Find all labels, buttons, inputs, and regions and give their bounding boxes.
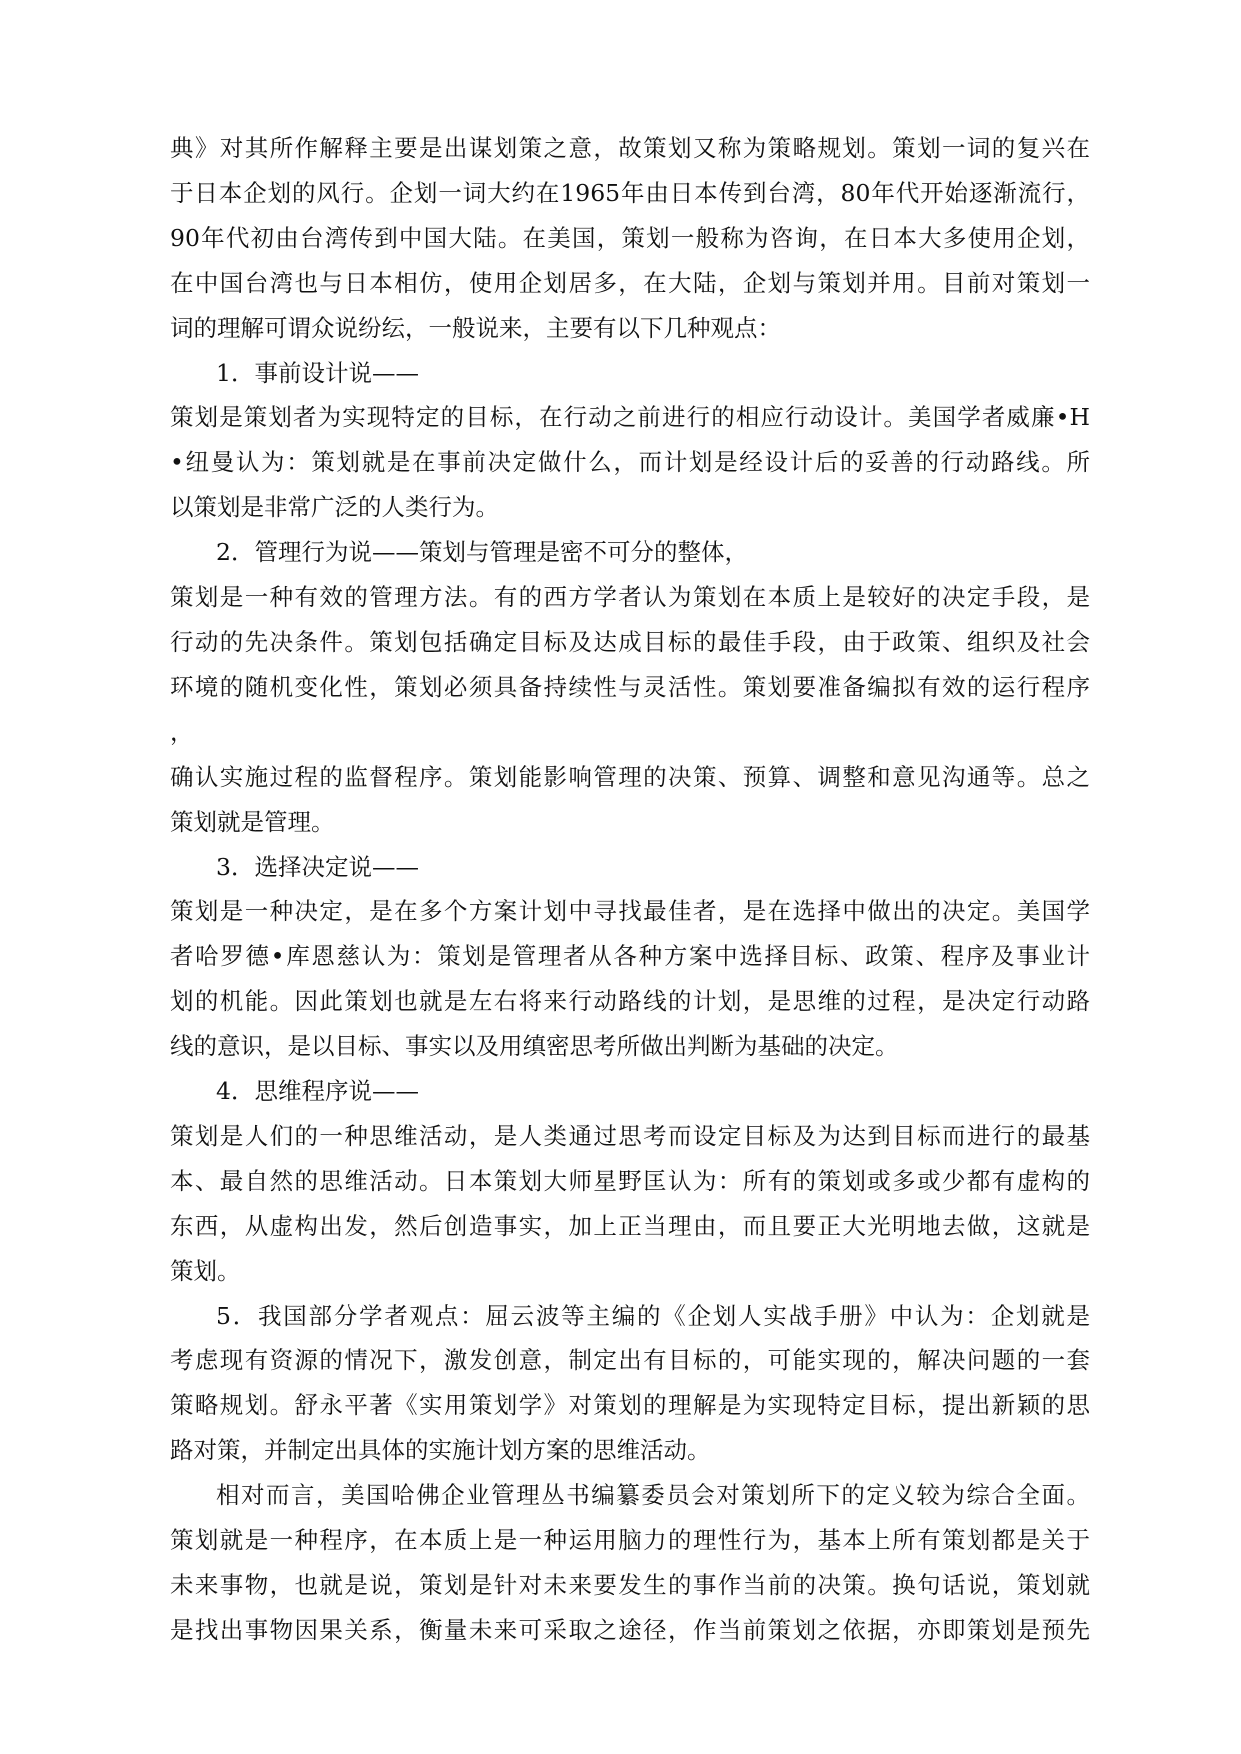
- text-line: 策划是一种决定，是在多个方案计划中寻找最佳者，是在选择中做出的决定。美国学: [170, 897, 1090, 926]
- text-line: 以策划是非常广泛的人类行为。: [170, 493, 499, 522]
- text-line: 路对策，并制定出具体的实施计划方案的思维活动。: [170, 1436, 711, 1465]
- text-line: 相对而言，美国哈佛企业管理丛书编纂委员会对策划所下的定义较为综合全面。: [216, 1481, 1090, 1510]
- text-line: 策略规划。舒永平著《实用策划学》对策划的理解是为实现特定目标，提出新颖的思: [170, 1391, 1090, 1420]
- text-line: 确认实施过程的监督程序。策划能影响管理的决策、预算、调整和意见沟通等。总之: [170, 762, 1090, 791]
- text-line: 5．我国部分学者观点：屈云波等主编的《企划人实战手册》中认为：企划就是: [216, 1301, 1090, 1330]
- text-line: 未来事物，也就是说，策划是针对未来要发生的事作当前的决策。换句话说，策划就: [170, 1571, 1090, 1599]
- text-line: 4．思维程序说——: [216, 1077, 419, 1106]
- text-line: 考虑现有资源的情况下，激发创意，制定出有目标的，可能实现的，解决问题的一套: [170, 1346, 1090, 1375]
- text-line: 于日本企划的风行。企划一词大约在1965年由日本传到台湾，80年代开始逐渐流行，: [170, 178, 1090, 207]
- text-line: 是找出事物因果关系，衡量未来可采取之途径，作当前策划之依据，亦即策划是预先: [170, 1615, 1090, 1644]
- text-line: 本、最自然的思维活动。日本策划大师星野匡认为：所有的策划或多或少都有虚构的: [170, 1166, 1090, 1195]
- text-line: 线的意识，是以目标、事实以及用缜密思考所做出判断为基础的决定。: [170, 1032, 899, 1061]
- text-line: 东西，从虚构出发，然后创造事实，加上正当理由，而且要正大光明地去做，这就是: [170, 1211, 1090, 1240]
- text-line: •纽曼认为：策划就是在事前决定做什么，而计划是经设计后的妥善的行动路线。所: [170, 448, 1090, 477]
- text-line: 环境的随机变化性，策划必须具备持续性与灵活性。策划要准备编拟有效的运行程序: [170, 672, 1090, 701]
- text-line: 典》对其所作解释主要是出谋划策之意，故策划又称为策略规划。策划一词的复兴在: [170, 134, 1090, 162]
- text-line: 词的理解可谓众说纷纭，一般说来，主要有以下几种观点：: [170, 313, 781, 342]
- text-line: 策划是人们的一种思维活动，是人类通过思考而设定目标及为达到目标而进行的最基: [170, 1121, 1090, 1150]
- text-line: 策划是一种有效的管理方法。有的西方学者认为策划在本质上是较好的决定手段，是: [170, 583, 1090, 612]
- text-line: 2．管理行为说——策划与管理是密不可分的整体，: [216, 538, 748, 567]
- text-line: 者哈罗德•库恩慈认为：策划是管理者从各种方案中选择目标、政策、程序及事业计: [170, 942, 1090, 971]
- body-text: [170, 126, 1090, 1653]
- text-line: 划的机能。因此策划也就是左右将来行动路线的计划，是思维的过程，是决定行动路: [170, 987, 1090, 1016]
- text-line: 90年代初由台湾传到中国大陆。在美国，策划一般称为咨询，在日本大多使用企划，: [170, 223, 1090, 252]
- text-line: 策划就是管理。: [170, 807, 335, 836]
- text-line: ，: [170, 717, 194, 746]
- text-line: 行动的先决条件。策划包括确定目标及达成目标的最佳手段，由于政策、组织及社会: [170, 627, 1090, 656]
- text-line: 在中国台湾也与日本相仿，使用企划居多，在大陆，企划与策划并用。目前对策划一: [170, 268, 1090, 297]
- text-line: 策划就是一种程序，在本质上是一种运用脑力的理性行为，基本上所有策划都是关于: [170, 1526, 1090, 1555]
- text-line: 1．事前设计说——: [216, 358, 419, 387]
- text-line: 3．选择决定说——: [216, 852, 419, 881]
- text-line: 策划是策划者为实现特定的目标，在行动之前进行的相应行动设计。美国学者威廉•H: [170, 403, 1090, 432]
- text-line: 策划。: [170, 1256, 241, 1285]
